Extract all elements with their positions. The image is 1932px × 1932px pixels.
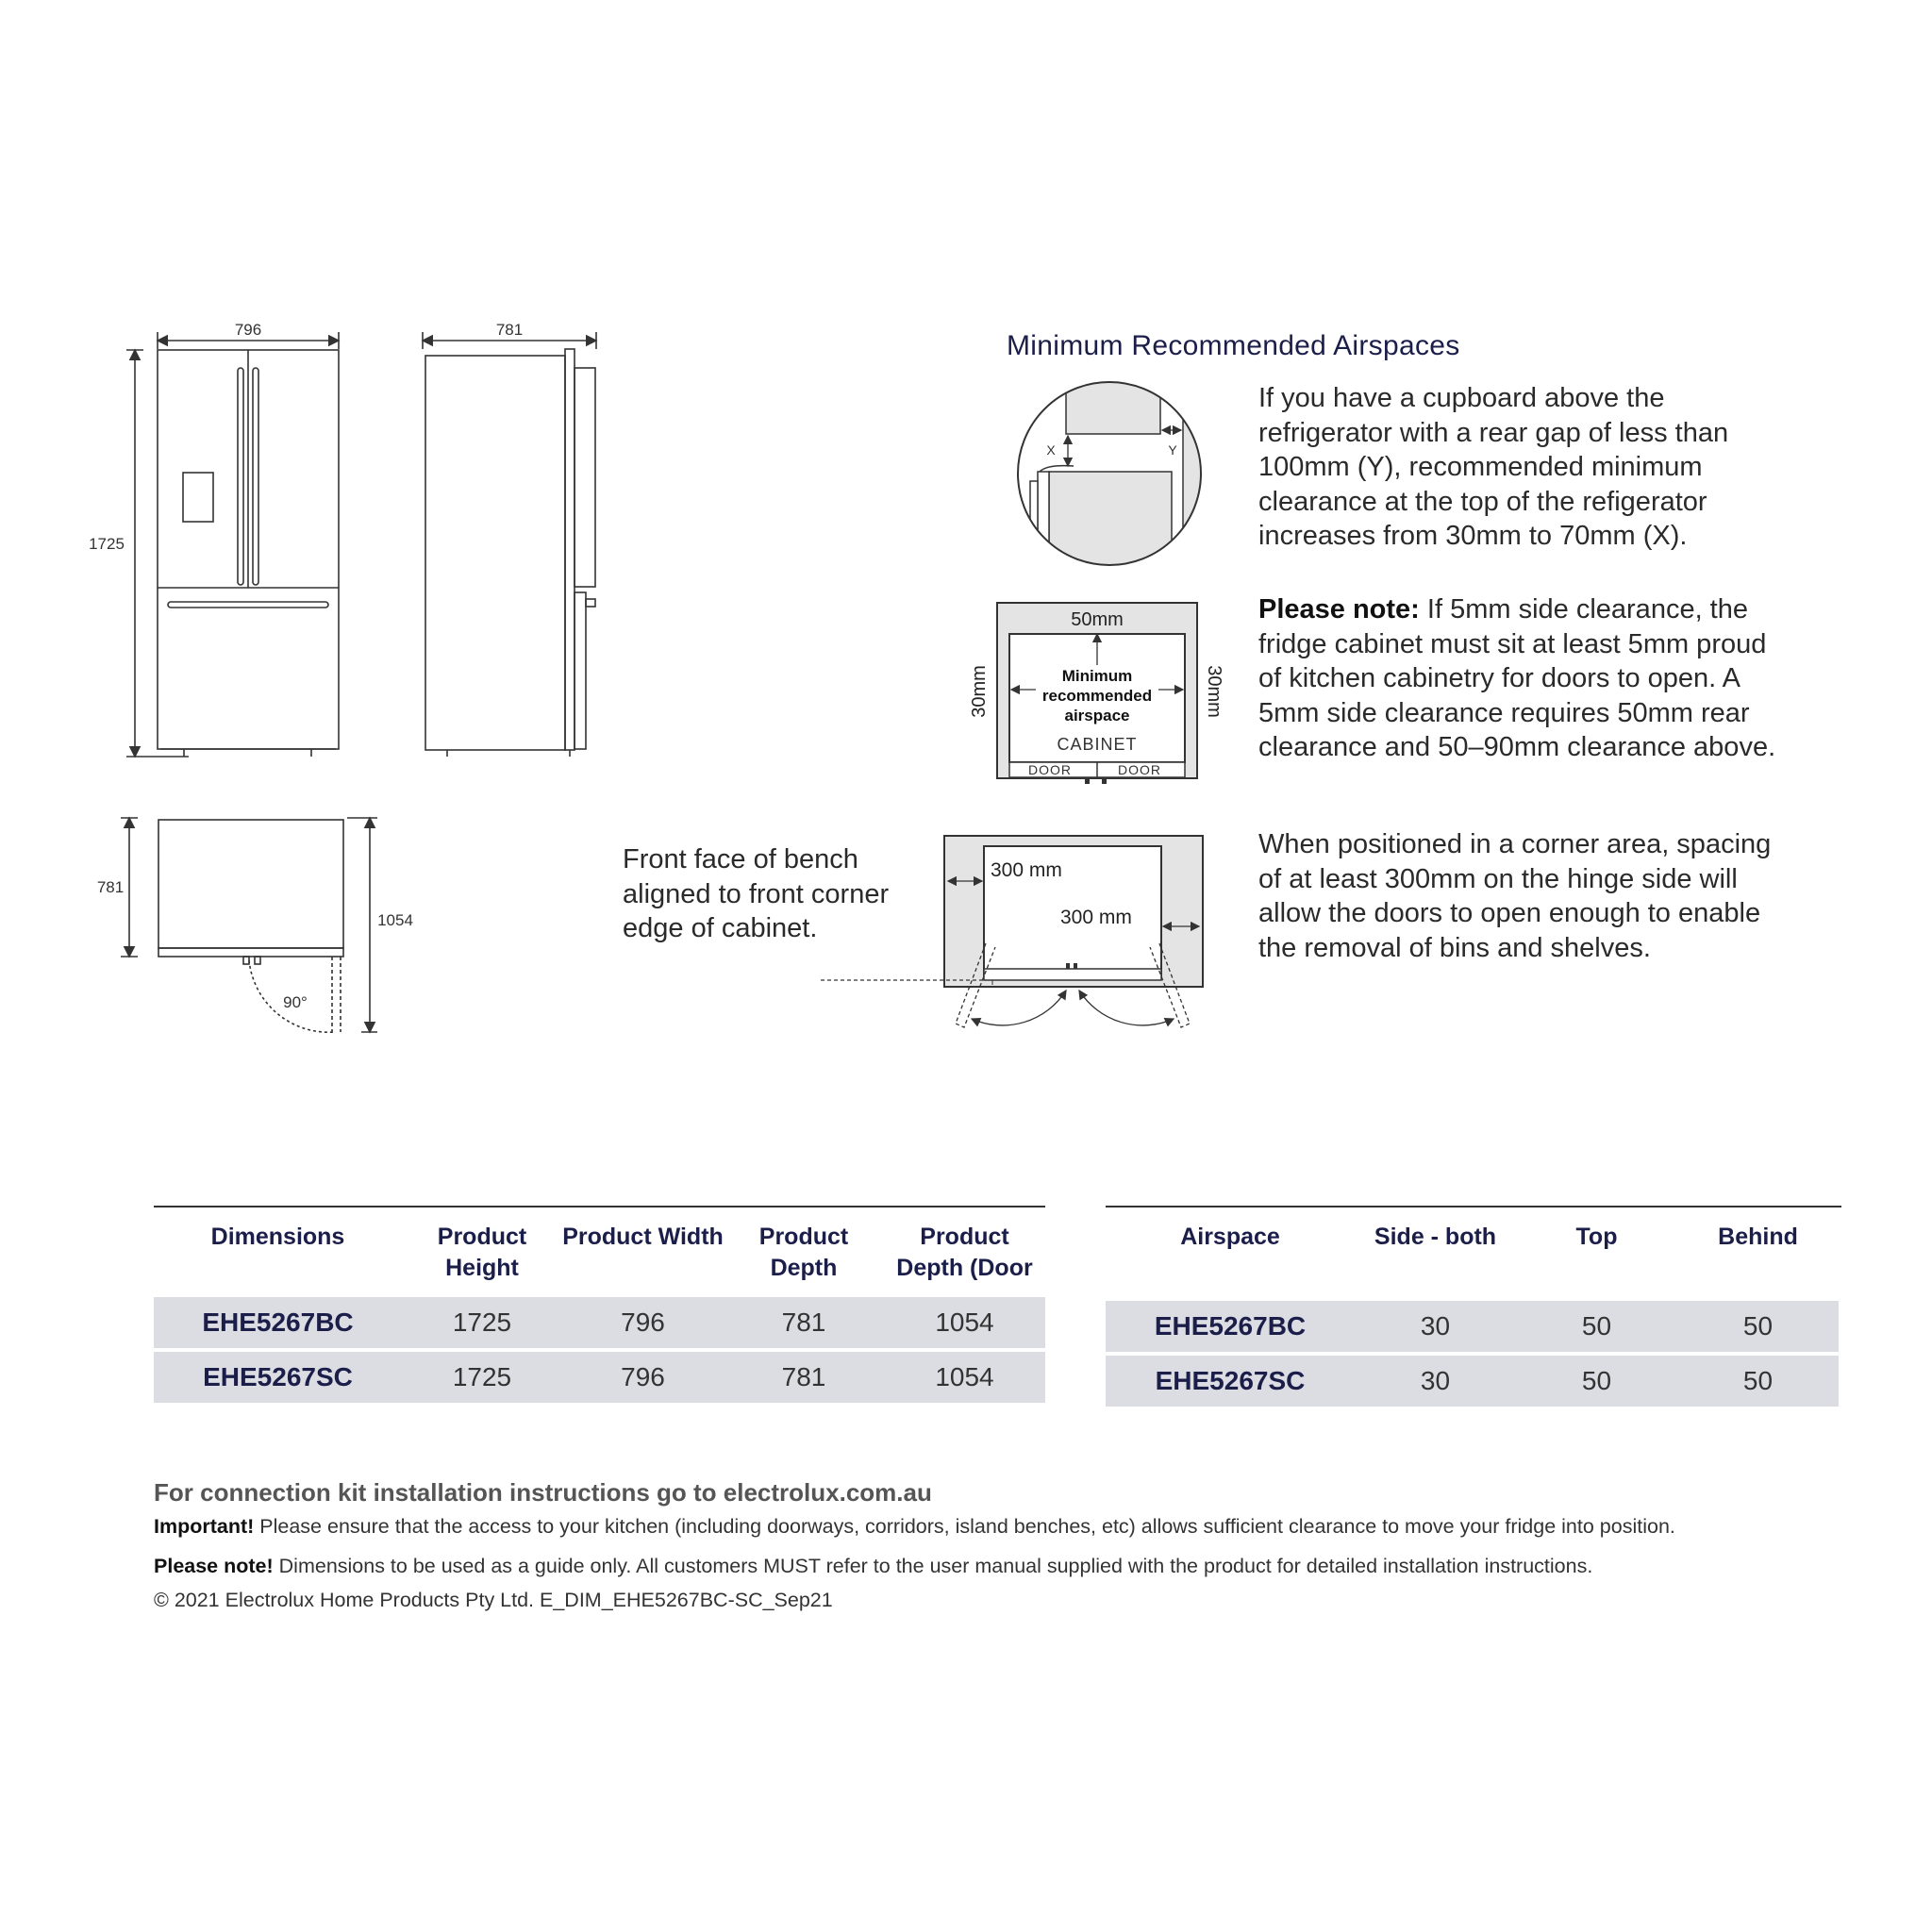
connection-kit-link-line: For connection kit installation instructions go to electrolux.com.au [154,1478,932,1507]
table-cell: 1725 [402,1352,562,1403]
please-note-bold: Please note: [1258,594,1420,625]
header-spacer [1106,1266,1355,1297]
top-depth-label: 781 [96,878,125,896]
important-bold: Important! [154,1515,255,1538]
table-cell: 1725 [402,1297,562,1348]
table-cell: 50 [1516,1301,1677,1352]
table-cell: 50 [1677,1356,1839,1407]
table-cell: 796 [562,1352,724,1403]
col-product-depth-door: Product Depth (Door [896,1224,1033,1281]
side-clearance-text: If 5mm side clearance, the fridge cabinet must sit at least 5mm proud of kitchen cabinetry for doors to open. A 5mm side clearance requires 50mm rear clearance and 50–90mm clearance above. [1258,594,1776,762]
top-door-depth-label: 1054 [377,911,413,929]
y-label: Y [1168,442,1177,458]
table-row [154,1297,1045,1348]
airspaces-title: Minimum Recommended Airspaces [1007,330,1460,361]
bench-alignment-note: Front face of bench aligned to front corner edge of cabinet. [623,844,890,943]
col-product-height: Product Height [437,1224,527,1281]
col-behind: Behind [1718,1224,1798,1250]
corner-left-label: 300 mm [991,859,1062,881]
airspace-line2: recommended [1041,687,1153,705]
front-view-drawing [126,332,339,757]
table-cell: 1054 [884,1352,1045,1403]
col-product-width: Product Width [562,1224,724,1250]
col-dimensions: Dimensions [210,1224,345,1250]
x-label: X [1046,442,1056,458]
model-cell: EHE5267SC [1106,1356,1355,1407]
side-depth-label: 781 [495,321,524,339]
airspace-table-rule [1106,1206,1841,1208]
col-airspace: Airspace [1180,1224,1280,1250]
model-cell: EHE5267SC [154,1352,402,1403]
rear-clearance-label: 50mm [1071,609,1124,630]
door-left-label: DOOR [1028,762,1072,777]
table-cell: 50 [1516,1356,1677,1407]
col-top: Top [1575,1224,1618,1250]
side-clearance-paragraph [1258,592,1777,765]
col-side-both: Side - both [1374,1224,1497,1250]
note-bold: Please note! [154,1555,274,1577]
top-view-drawing [121,818,377,1032]
cabinet-label: CABINET [1057,735,1138,754]
note-text: Dimensions to be used as a guide only. All customers MUST refer to the user manual supplied with the product for detailed installation instructions. [273,1555,1593,1577]
copyright: © 2021 Electrolux Home Products Pty Ltd. E_DIM_EHE5267BC-SC_Sep21 [154,1589,833,1611]
table-cell: 781 [724,1297,884,1348]
corner-area-paragraph: When positioned in a corner area, spacing of at least 300mm on the hinge side will allow the doors to open enough to enable the removal of bins and shelves. [1258,829,1772,963]
airspace-line3: airspace [1064,707,1130,724]
side-view-drawing [423,332,596,757]
left-clearance-label: 30mm [969,665,990,718]
dimensions-table [154,1210,1045,1407]
table-row [1106,1301,1839,1352]
model-cell: EHE5267BC [154,1297,402,1348]
table-row [154,1352,1045,1403]
table-row [1106,1356,1839,1407]
table-cell: 796 [562,1297,724,1348]
cupboard-gap-diagram [1018,382,1202,566]
important-note [154,1515,1675,1539]
table-cell: 1054 [884,1297,1045,1348]
table-cell: 30 [1355,1301,1516,1352]
dimensions-table-rule [154,1206,1045,1208]
door-right-label: DOOR [1118,762,1161,777]
cupboard-gap-paragraph: If you have a cupboard above the refrigerator with a rear gap of less than 100mm (Y), recommended minimum clearance at the top of the refigerator increases from 30mm to 70mm (X). [1258,383,1729,551]
front-width-label: 796 [234,321,262,339]
airspace-table [1106,1210,1839,1410]
front-height-label: 1725 [89,535,125,553]
table-cell: 30 [1355,1356,1516,1407]
table-cell: 781 [724,1352,884,1403]
top-angle-label: 90° [283,993,308,1011]
right-clearance-label: 30mm [1204,665,1224,718]
col-product-depth: Product Depth [758,1224,849,1281]
dimensions-table-header [154,1214,1045,1293]
important-text: Please ensure that the access to your kitchen (including doorways, corridors, island benches, etc) allows sufficient clearance to move your fridge into position. [254,1515,1675,1538]
corner-right-label: 300 mm [1060,907,1132,928]
airspace-table-header [1106,1214,1839,1262]
model-cell: EHE5267BC [1106,1301,1355,1352]
airspace-line1: Minimum [1061,667,1133,685]
please-note-footer [154,1555,1592,1578]
table-cell: 50 [1677,1301,1839,1352]
